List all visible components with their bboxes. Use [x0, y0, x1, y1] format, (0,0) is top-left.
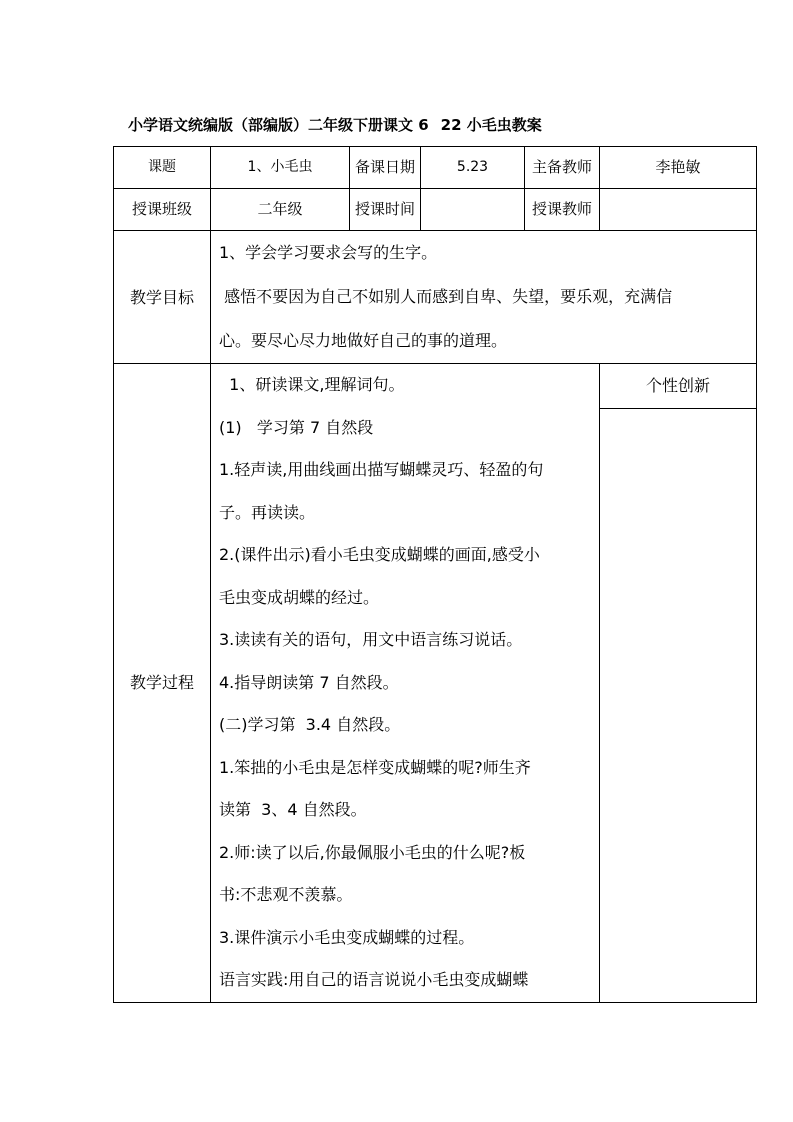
process-line: (1) 学习第 7 自然段 [219, 417, 374, 437]
class-label: 授课班级 [114, 189, 211, 231]
goals-label: 教学目标 [114, 231, 211, 364]
process-line: 3.读读有关的语句，用文中语言练习说话。 [219, 630, 523, 649]
prep-date-label: 备课日期 [350, 147, 421, 189]
process-line: 3.课件演示小毛虫变成蝴蝶的过程。 [219, 927, 475, 947]
header-row-2 [114, 189, 757, 231]
process-line: 1.轻声读,用曲线画出描写蝴蝶灵巧、轻盈的句 [219, 460, 544, 479]
title-text: 小学语文统编版（部编版）二年级下册课文 6 [128, 116, 429, 134]
process-row [114, 364, 757, 1003]
teach-time-value [421, 189, 525, 231]
process-line: 2.(课件出示)看小毛虫变成蝴蝶的画面,感受小 [219, 545, 540, 564]
creative-column [600, 364, 757, 1003]
process-line: 4.指导朗读第 7 自然段。 [219, 672, 399, 692]
teach-time-label: 授课时间 [350, 189, 421, 231]
process-label: 教学过程 [114, 364, 211, 1003]
process-line: 2.师:读了以后,你最佩服小毛虫的什么呢?板 [219, 842, 526, 862]
lesson-label: 课题 [114, 147, 211, 189]
header-row-1 [114, 147, 757, 189]
process-line: 书:不悲观不羡慕。 [219, 885, 353, 904]
lesson-plan-table [113, 146, 757, 1003]
process-line: 1.笨拙的小毛虫是怎样变成蝴蝶的呢?师生齐 [219, 757, 531, 777]
class-value: 二年级 [211, 189, 350, 231]
title-lesson-number: 22 小毛虫教案 [440, 116, 542, 134]
goals-line: 感悟不要因为自己不如别人而感到自卑、失望，要乐观，充满信 [219, 287, 673, 306]
lesson-value: 1、小毛虫 [211, 147, 350, 189]
process-content [211, 364, 600, 1003]
creative-label: 个性创新 [600, 364, 756, 409]
process-line: 子。再读读。 [219, 502, 316, 522]
process-line: 语言实践:用自己的语言说说小毛虫变成蝴蝶 [219, 970, 529, 989]
lead-teacher-value: 李艳敏 [600, 147, 757, 189]
goals-row [114, 231, 757, 364]
process-line: (二)学习第 3.4 自然段。 [219, 715, 401, 734]
process-line: 毛虫变成胡蝶的经过。 [219, 587, 380, 607]
process-line: 读第 3、4 自然段。 [219, 800, 367, 819]
document-title [128, 113, 542, 137]
lead-teacher-label: 主备教师 [525, 147, 600, 189]
goals-content [211, 231, 757, 364]
teacher-value [600, 189, 757, 231]
teacher-label: 授课教师 [525, 189, 600, 231]
process-line: 1、研读课文,理解词句。 [219, 375, 405, 394]
prep-date-value: 5.23 [421, 147, 525, 189]
goals-line: 心。要尽心尽力地做好自己的事的道理。 [219, 331, 508, 350]
goals-line: 1、学会学习要求会写的生字。 [219, 243, 438, 262]
